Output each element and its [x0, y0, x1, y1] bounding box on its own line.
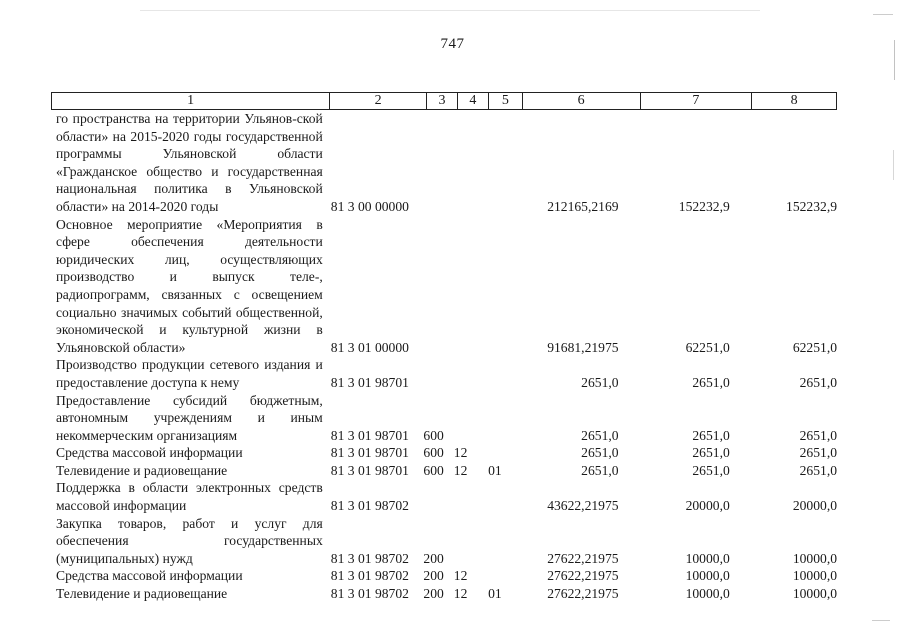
scan-artifact: [873, 14, 893, 15]
table-row: [51, 462, 837, 480]
row-vr: 600: [423, 445, 444, 461]
row-value-1: 2651,0: [581, 427, 619, 443]
table-row: [51, 216, 837, 357]
row-value-3: 62251,0: [792, 339, 838, 355]
row-name: Основное мероприятие «Мероприятия в сфере обеспечения деятельности юридических лиц, осуществляющих производство и выпуск теле-, радиопрограмм, связанных с освещением социально значимых событий общественной, экономической и культурной жизни в Ульяновской области»: [56, 216, 323, 355]
row-name: Средства массовой информации: [56, 568, 243, 584]
row-name: го пространства на территории Ульянов-ской области» на 2015-2020 годы государственной программы Ульяновской области «Гражданское общество и государственная национальная политика в Ульяновской области» на 2014-2020 годы: [56, 111, 323, 214]
row-code: 81 3 01 98701: [330, 462, 409, 478]
row-value-3: 20000,0: [792, 498, 838, 514]
row-name: Средства массовой информации: [56, 445, 243, 461]
row-value-3: 10000,0: [792, 550, 838, 566]
scan-artifact: [893, 150, 894, 180]
row-value-2: 10000,0: [685, 586, 730, 602]
table-row: [51, 444, 837, 462]
row-value-2: 2651,0: [692, 445, 730, 461]
row-pr: 01: [488, 462, 502, 478]
row-vr: 600: [423, 462, 444, 478]
row-value-2: 2651,0: [692, 427, 730, 443]
row-value-1: 212165,2169: [547, 198, 619, 214]
row-value-1: 2651,0: [581, 462, 619, 478]
header-col-3: 3: [427, 93, 458, 109]
table-row: [51, 585, 837, 603]
page-number: 747: [440, 36, 465, 52]
table-header: [51, 92, 837, 110]
table-row: [51, 110, 837, 216]
row-value-2: 2651,0: [692, 462, 730, 478]
header-col-6: 6: [523, 93, 641, 109]
row-value-2: 62251,0: [685, 339, 730, 355]
row-pr: 01: [488, 586, 502, 602]
header-col-4: 4: [458, 93, 489, 109]
header-col-2: 2: [330, 93, 427, 109]
row-value-2: 20000,0: [685, 498, 730, 514]
row-vr: 200: [423, 586, 444, 602]
table-body: [51, 110, 837, 603]
row-value-3: 10000,0: [792, 568, 838, 584]
row-value-1: 27622,21975: [547, 568, 619, 584]
row-value-1: 43622,21975: [547, 498, 619, 514]
row-code: 81 3 01 00000: [330, 339, 409, 355]
row-name: Предоставление субсидий бюджетным, автономным учреждениям и иным некоммерческим организациям: [56, 392, 323, 443]
table-row: [51, 479, 837, 514]
row-vr: 600: [423, 427, 444, 443]
row-value-2: 152232,9: [678, 198, 730, 214]
table-row: [51, 515, 837, 568]
row-vr: 200: [423, 550, 444, 566]
row-code: 81 3 01 98702: [330, 586, 409, 602]
row-name: Телевидение и радиовещание: [56, 586, 228, 602]
row-value-3: 2651,0: [799, 374, 838, 390]
row-value-1: 2651,0: [581, 445, 619, 461]
row-name: Поддержка в области электронных средств массовой информации: [56, 480, 323, 514]
header-col-8: 8: [790, 93, 798, 108]
row-code: 81 3 01 98702: [330, 550, 409, 566]
row-value-1: 27622,21975: [547, 550, 619, 566]
row-code: 81 3 01 98701: [330, 427, 409, 443]
row-name: Производство продукции сетевого издания и предоставление доступа к нему: [56, 357, 323, 390]
table-row: [51, 356, 837, 391]
row-value-2: 2651,0: [692, 374, 730, 390]
row-value-3: 2651,0: [799, 427, 838, 443]
row-rz: 12: [453, 568, 468, 584]
row-code: 81 3 01 98702: [330, 498, 409, 514]
row-value-3: 2651,0: [799, 445, 838, 461]
table-row: [51, 567, 837, 585]
row-value-3: 10000,0: [792, 586, 838, 602]
row-code: 81 3 00 00000: [330, 198, 409, 214]
row-value-1: 2651,0: [581, 374, 619, 390]
row-value-2: 10000,0: [685, 550, 730, 566]
header-col-5: 5: [489, 93, 523, 109]
table-row: [51, 392, 837, 445]
scan-artifact: [140, 10, 760, 11]
row-rz: 12: [453, 445, 468, 461]
row-value-3: 2651,0: [799, 462, 838, 478]
row-rz: 12: [453, 586, 468, 602]
row-value-1: 27622,21975: [547, 586, 619, 602]
row-vr: 200: [423, 568, 444, 584]
row-code: 81 3 01 98702: [330, 568, 409, 584]
header-col-7: 7: [641, 93, 753, 109]
row-name: Закупка товаров, работ и услуг для обеспечения государственных (муниципальных) нужд: [56, 515, 323, 566]
row-name: Телевидение и радиовещание: [56, 462, 228, 478]
scan-artifact: [872, 620, 890, 621]
row-value-2: 10000,0: [685, 568, 730, 584]
row-rz: 12: [453, 462, 468, 478]
header-col-1: 1: [52, 93, 330, 109]
row-code: 81 3 01 98701: [330, 374, 409, 390]
row-value-3: 152232,9: [786, 198, 838, 214]
row-value-1: 91681,21975: [547, 339, 619, 355]
row-code: 81 3 01 98701: [330, 445, 409, 461]
